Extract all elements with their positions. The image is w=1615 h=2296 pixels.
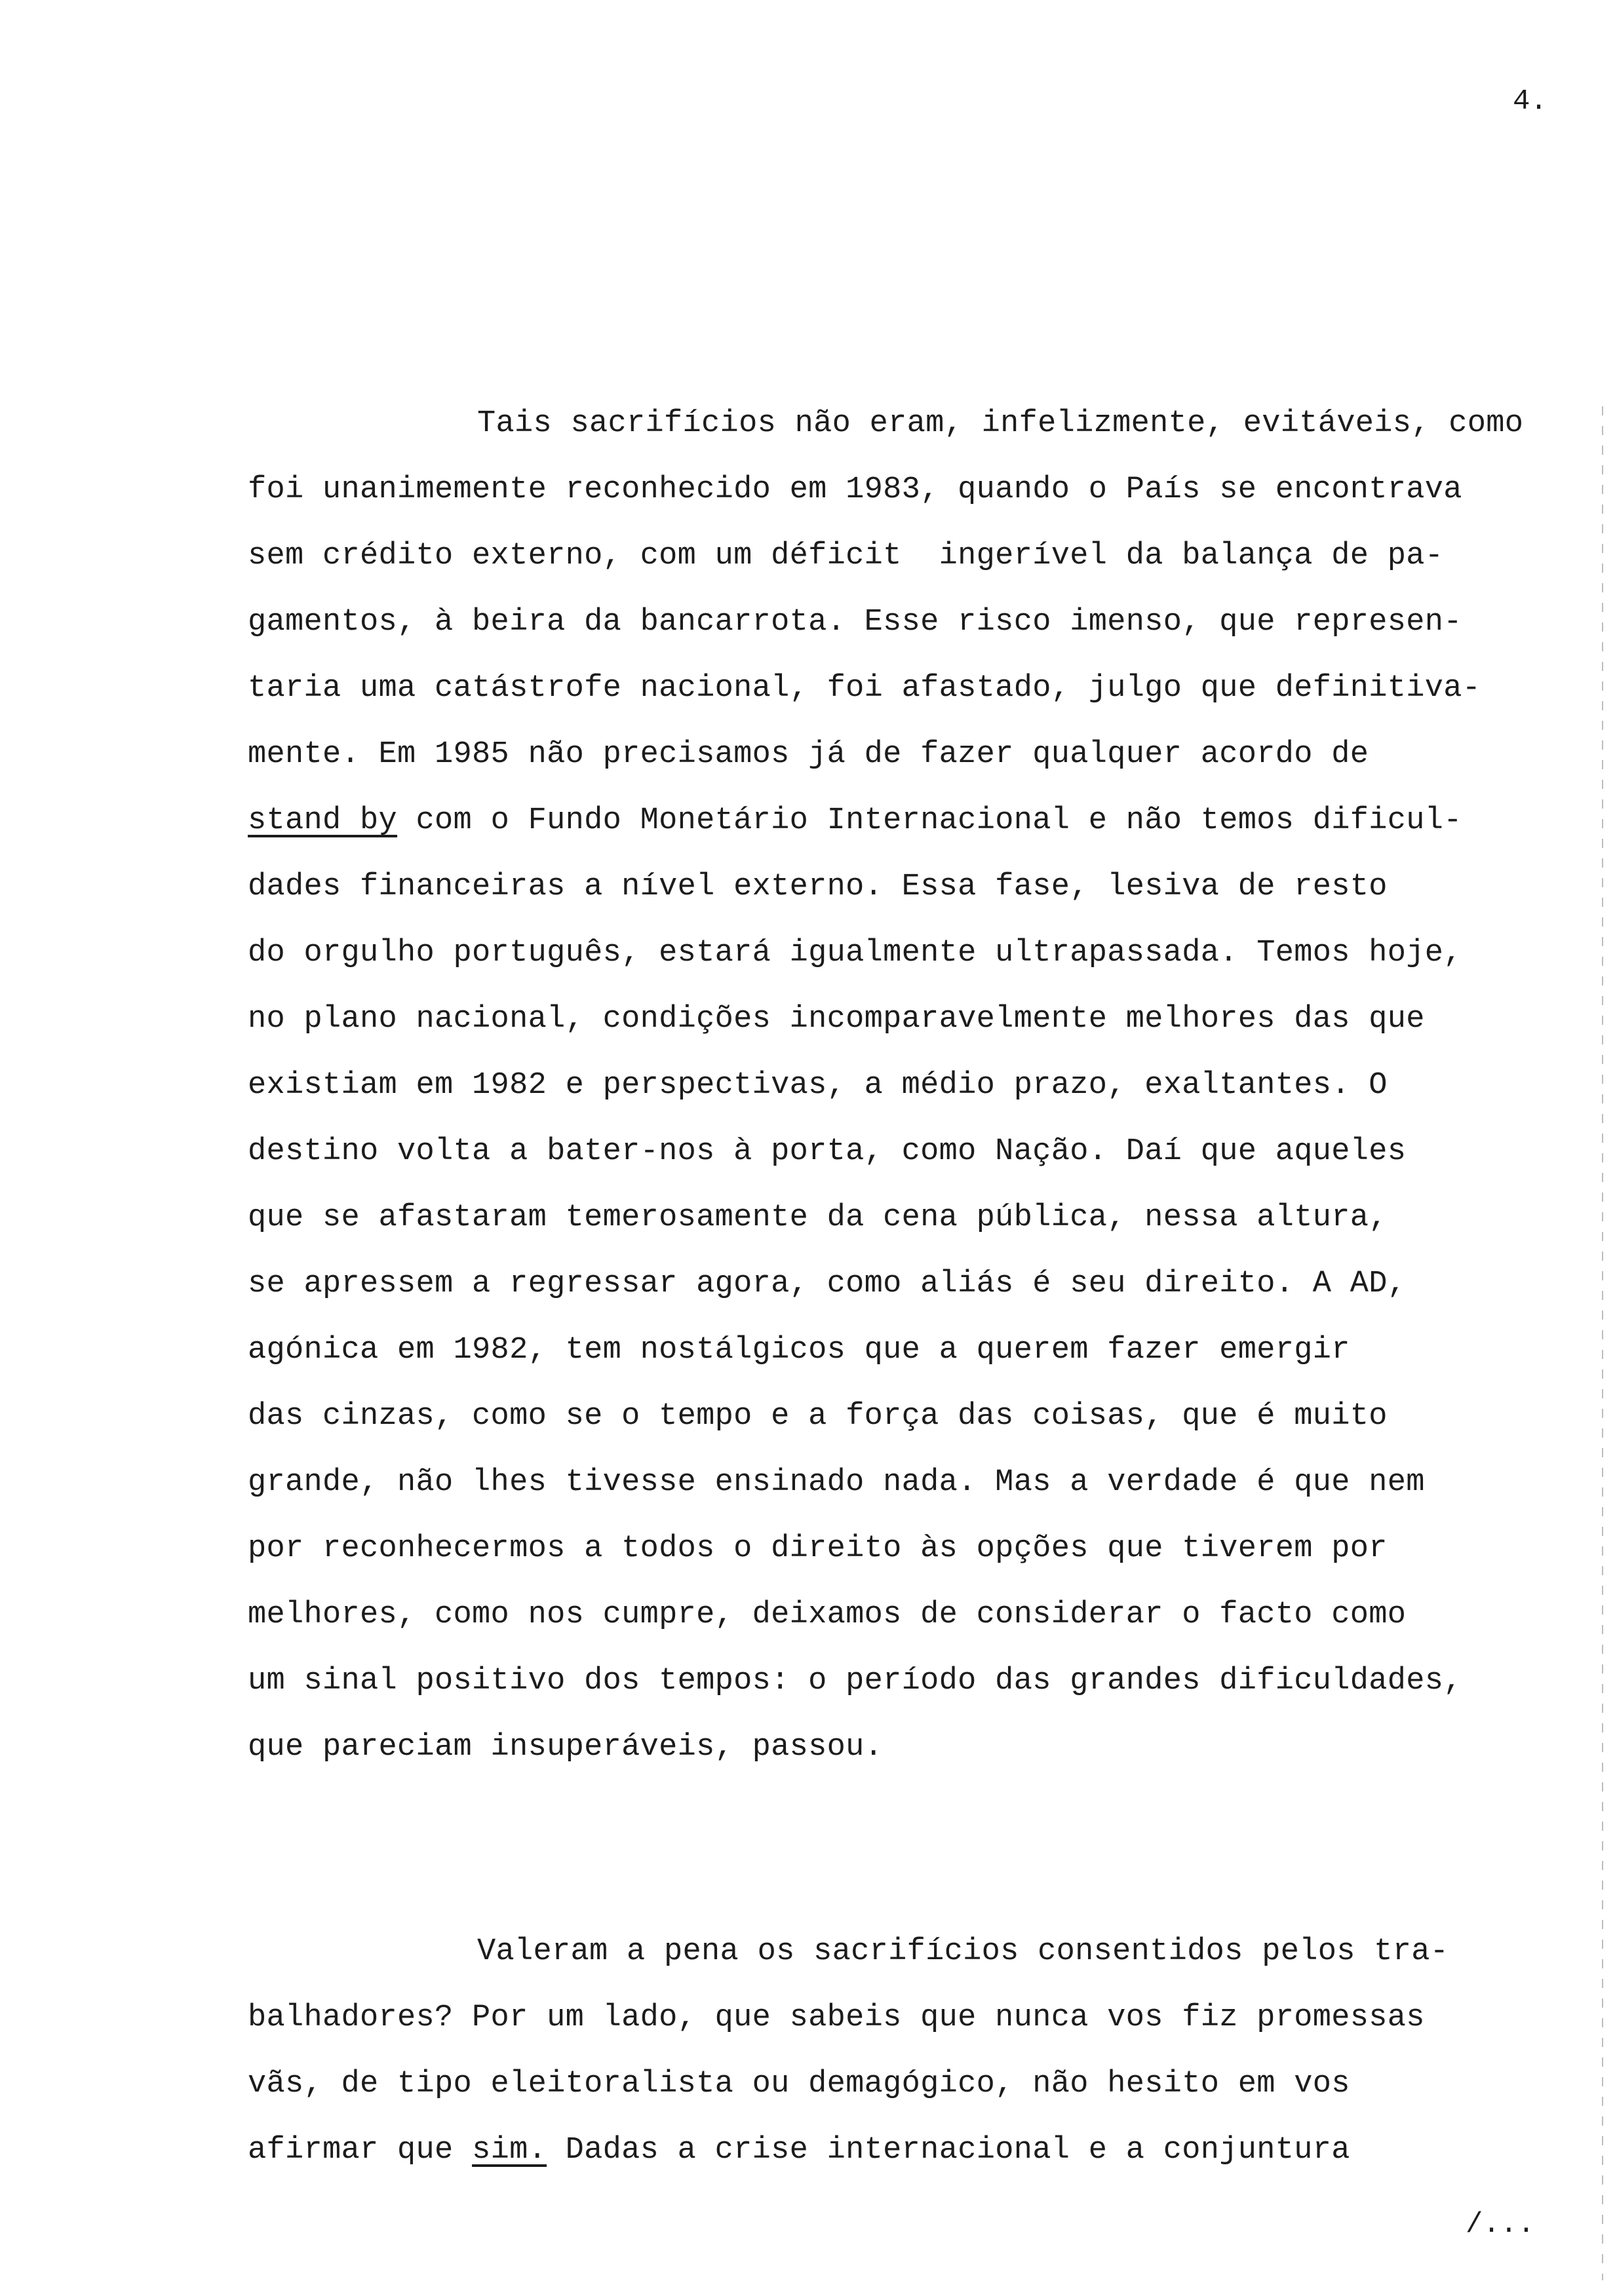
text-fragment: com o Fundo Monetário Internacional e não temos dificul-: [397, 803, 1462, 838]
text-line: taria uma catástrofe nacional, foi afastado, julgo que definitiva-: [248, 671, 1481, 706]
margin-line: [1602, 406, 1603, 2280]
continuation-mark: /...: [1466, 2208, 1535, 2241]
text-line: um sinal positivo dos tempos: o período das grandes dificuldades,: [248, 1664, 1462, 1698]
text-line: existiam em 1982 e perspectivas, a médio prazo, exaltantes. O: [248, 1068, 1388, 1103]
text-line: se apressem a regressar agora, como aliás é seu direito. A AD,: [248, 1267, 1407, 1301]
underlined-term: stand by: [248, 803, 398, 838]
text-fragment: Dadas a crise internacional e a conjuntura: [547, 2133, 1350, 2168]
text-line: [248, 788, 1585, 854]
text-line: das cinzas, como se o tempo e a força das coisas, que é muito: [248, 1399, 1388, 1434]
text-line: por reconhecermos a todos o direito às opções que tiverem por: [248, 1531, 1388, 1566]
text-line: Valeram a pena os sacrifícios consentidos pelos tra-: [477, 1934, 1449, 1969]
paragraph-2: [248, 1919, 1585, 2183]
text-line: [248, 2117, 1585, 2183]
text-line: no plano nacional, condições incomparavelmente melhores das que: [248, 1002, 1425, 1037]
text-line: sem crédito externo, com um déficit ingerível da balança de pa-: [248, 539, 1444, 573]
text-line: do orgulho português, estará igualmente ultrapassada. Temos hoje,: [248, 936, 1462, 970]
text-line: gamentos, à beira da bancarrota. Esse risco imenso, que represen-: [248, 605, 1462, 640]
text-line: vãs, de tipo eleitoralista ou demagógico, não hesito em vos: [248, 2067, 1350, 2101]
text-line: Tais sacrifícios não eram, infelizmente, evitáveis, como: [477, 406, 1524, 441]
text-line: que pareciam insuperáveis, passou.: [248, 1730, 884, 1765]
text-line: mente. Em 1985 não precisamos já de fazer qualquer acordo de: [248, 737, 1369, 772]
text-line: que se afastaram temerosamente da cena pública, nessa altura,: [248, 1200, 1388, 1235]
text-line: grande, não lhes tivesse ensinado nada. Mas a verdade é que nem: [248, 1465, 1425, 1500]
text-line: dades financeiras a nível externo. Essa fase, lesiva de resto: [248, 870, 1388, 904]
text-line: foi unanimemente reconhecido em 1983, quando o País se encontrava: [248, 472, 1462, 507]
text-line: agónica em 1982, tem nostálgicos que a querem fazer emergir: [248, 1333, 1350, 1368]
text-fragment: afirmar que: [248, 2133, 473, 2168]
paragraph-1: [248, 391, 1585, 1780]
underlined-term: sim.: [472, 2133, 547, 2168]
text-line: melhores, como nos cumpre, deixamos de considerar o facto como: [248, 1598, 1407, 1632]
text-line: balhadores? Por um lado, que sabeis que nunca vos fiz promessas: [248, 2000, 1425, 2035]
page-number: 4.: [1513, 85, 1547, 118]
text-line: destino volta a bater-nos à porta, como Nação. Daí que aqueles: [248, 1134, 1407, 1169]
